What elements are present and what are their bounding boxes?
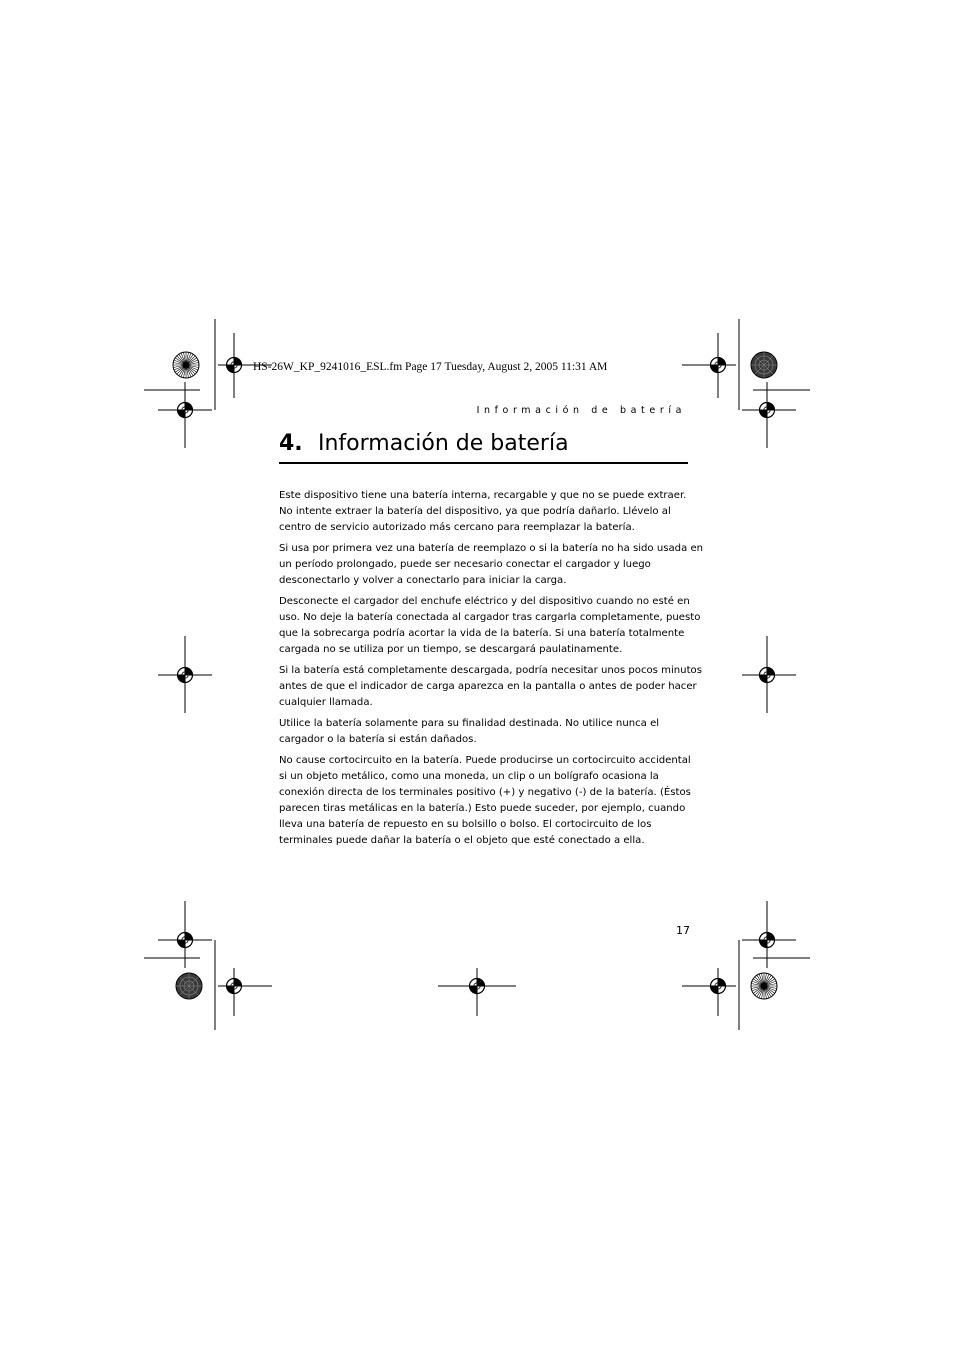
paragraph <box>279 541 704 589</box>
text-line: Utilice la batería solamente para su finalidad destinada. No utilice nunca el <box>279 718 660 729</box>
text-line: que la sobrecarga podría acortar la vida de la batería. Si una batería totalmente <box>279 628 685 639</box>
text-line: Este dispositivo tiene una batería interna, recargable y que no se puede extraer. <box>279 490 687 501</box>
text-line: Si usa por primera vez una batería de reemplazo o si la batería no ha sido usada en <box>279 543 704 554</box>
text-line: No intente extraer la batería del dispositivo, ya que podría dañarlo. Llévelo al <box>279 506 671 517</box>
text-line: parecen tiras metálicas en la batería.) Esto puede suceder, por ejemplo, cuando <box>279 803 686 814</box>
registration-target-icon <box>760 668 775 683</box>
registration-target-icon <box>711 979 726 994</box>
text-line: si un objeto metálico, como una moneda, un clip o un bolígrafo ocasiona la <box>279 771 659 782</box>
text-line: cualquier llamada. <box>279 697 373 708</box>
text-line: desconectarlo y volver a conectarlo para iniciar la carga. <box>279 575 567 586</box>
text-line: conexión directa de los terminales positivo (+) y negativo (-) de la batería. (Éstos <box>279 787 691 798</box>
registration-target-icon <box>760 403 775 418</box>
text-line: terminales puede dañar la batería o el objeto que esté conectado a ella. <box>279 835 645 846</box>
text-line: lleva una batería de repuesto en su bolsillo o bolso. El cortocircuito de los <box>279 819 652 830</box>
chapter-number: 4. <box>279 431 303 456</box>
registration-target-icon <box>711 358 726 373</box>
text-line: uso. No deje la batería conectada al cargador tras cargarla completamente, puesto <box>279 612 701 623</box>
registration-target-icon <box>227 979 242 994</box>
text-line: centro de servicio autorizado más cercano para reemplazar la batería. <box>279 522 635 533</box>
paragraph <box>279 716 688 748</box>
paragraph <box>279 488 688 536</box>
paragraph <box>279 753 691 849</box>
registration-target-icon <box>178 933 193 948</box>
sunburst-target-icon <box>751 973 777 999</box>
chapter-rule <box>279 462 688 464</box>
page-number: 17 <box>676 924 690 937</box>
running-header: Información de batería <box>476 405 686 416</box>
sunburst-target-icon <box>751 352 777 378</box>
chapter-title: Información de batería <box>318 431 569 456</box>
text-line: un período prolongado, puede ser necesario conectar el cargador y luego <box>279 559 651 570</box>
text-line: cargada no se utiliza por un tiempo, se descargará paulatinamente. <box>279 644 623 655</box>
sunburst-target-icon <box>176 973 202 999</box>
text-line: cargador o la batería si están dañados. <box>279 734 477 745</box>
registration-target-icon <box>178 668 193 683</box>
registration-target-icon <box>227 358 242 373</box>
file-slug-line: HS-26W_KP_9241016_ESL.fm Page 17 Tuesday, August 2, 2005 11:31 AM <box>253 361 608 373</box>
paragraph <box>279 663 702 711</box>
chapter-heading <box>279 429 687 462</box>
text-line: antes de que el indicador de carga aparezca en la pantalla o antes de poder hacer <box>279 681 697 692</box>
sunburst-target-icon <box>173 352 199 378</box>
registration-target-icon <box>178 403 193 418</box>
text-line: Si la batería está completamente descargada, podría necesitar unos pocos minutos <box>279 665 702 676</box>
text-line: Desconecte el cargador del enchufe eléctrico y del dispositivo cuando no esté en <box>279 596 690 607</box>
text-line: No cause cortocircuito en la batería. Puede producirse un cortocircuito accidental <box>279 755 691 766</box>
registration-target-icon <box>760 933 775 948</box>
paragraph <box>279 594 701 658</box>
registration-target-icon <box>470 979 485 994</box>
body-text <box>279 488 704 854</box>
